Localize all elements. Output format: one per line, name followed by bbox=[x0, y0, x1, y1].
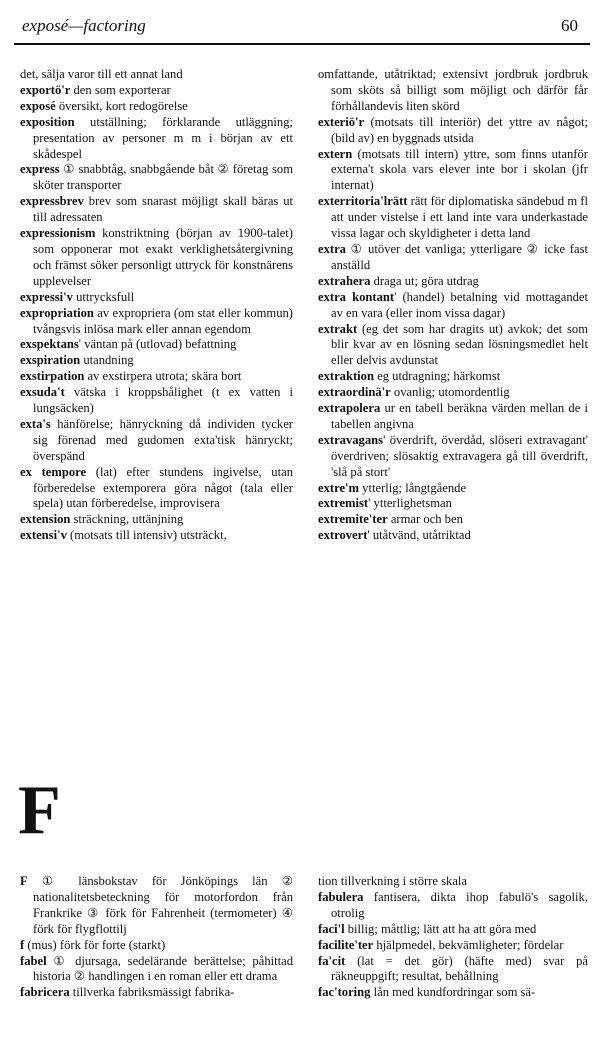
definition: utandning bbox=[80, 353, 134, 368]
headword: extra kontant bbox=[318, 289, 395, 304]
headword: extraktion bbox=[318, 369, 374, 384]
dictionary-entry bbox=[20, 194, 293, 226]
dictionary-entry bbox=[20, 985, 293, 1001]
headword: extra bbox=[318, 241, 346, 256]
dictionary-entry bbox=[20, 99, 293, 115]
dictionary-entry bbox=[20, 83, 293, 99]
dictionary-entry bbox=[318, 874, 588, 890]
dictionary-entry bbox=[318, 922, 588, 938]
definition: sträckning, uttänjning bbox=[70, 512, 184, 527]
definition: brev som snarast möjligt skall bäras ut till adressaten bbox=[33, 194, 293, 225]
headword: extremite'ter bbox=[318, 512, 388, 527]
running-title: exposé—factoring bbox=[22, 16, 146, 35]
dictionary-entry bbox=[318, 322, 588, 370]
headword: extern bbox=[318, 146, 353, 161]
headword: exspiration bbox=[20, 353, 81, 368]
dictionary-entry bbox=[20, 337, 293, 353]
headword: extremist bbox=[318, 496, 369, 511]
headword: exta's bbox=[20, 416, 51, 431]
headword: fabulera bbox=[318, 889, 364, 904]
page-header bbox=[22, 16, 578, 42]
definition: (eg det som har dragits ut) avkok; det som blir kvar av en lösning sedan lösningsmedlet helt eller delvis avdunstat bbox=[331, 321, 588, 368]
definition: vätska i kroppshålighet (t ex vatten i lungsäcken) bbox=[33, 385, 293, 416]
definition: av expropriera (om stat eller kommun) tvångsvis inlösa mark eller annan egendom bbox=[33, 305, 293, 336]
headword: express bbox=[20, 162, 60, 177]
dictionary-entry bbox=[20, 512, 293, 528]
definition: ovanlig; utomordentlig bbox=[390, 385, 510, 400]
dictionary-entry bbox=[20, 954, 293, 986]
definition: ' (handel) betalning vid mottagandet av en vara (eller inom vissa dagar) bbox=[331, 289, 589, 320]
definition: rätt för diplomatiska sändebud m fl att under vistelse i ett land inte vara underkastade vissa lagar och skyldigheter i detta land bbox=[331, 194, 588, 241]
dictionary-entry bbox=[318, 890, 588, 922]
headword: extrapolera bbox=[318, 401, 381, 416]
definition: tillverka fabriksmässigt fabrika- bbox=[69, 985, 235, 1000]
left-column bbox=[20, 67, 293, 544]
dictionary-entry bbox=[20, 353, 293, 369]
headword: extension bbox=[20, 512, 71, 527]
definition: ytterlig; långtgående bbox=[359, 480, 467, 495]
definition: ' ytterlighetsman bbox=[368, 496, 452, 511]
headword: extraordinä'r bbox=[318, 385, 391, 400]
definition: (motsats till intern) yttre, som finns utanför externa't skola vars elever inte bor i skolan (jfr internat) bbox=[331, 146, 588, 193]
dictionary-entry bbox=[318, 115, 588, 147]
dictionary-entry bbox=[20, 874, 293, 938]
headword: extrahera bbox=[318, 273, 371, 288]
definition: översikt, kort redogörelse bbox=[55, 98, 188, 113]
definition: eg utdragning; härkomst bbox=[373, 369, 501, 384]
definition: av exstirpera utrota; skära bort bbox=[84, 369, 242, 384]
headword: f bbox=[20, 937, 25, 952]
headword: extrovert bbox=[318, 528, 368, 543]
headword: fa'cit bbox=[318, 953, 346, 968]
definition: draga ut; göra utdrag bbox=[370, 273, 479, 288]
headword: ex tempore bbox=[20, 464, 87, 479]
headword: facilite'ter bbox=[318, 937, 374, 952]
headword: exposé bbox=[20, 98, 56, 113]
definition: uttrycksfull bbox=[72, 289, 135, 304]
dictionary-entry bbox=[20, 369, 293, 385]
headword: expressionism bbox=[20, 226, 96, 241]
dictionary-entry bbox=[20, 938, 293, 954]
definition: (motsats till interiör) det yttre av något; (bild av) en byggnads utsida bbox=[331, 114, 588, 145]
dictionary-entry bbox=[20, 162, 293, 194]
headword: exteriö'r bbox=[318, 114, 365, 129]
definition: billig; måttlig; lätt att ha att göra med bbox=[344, 921, 537, 936]
definition: ① länsbokstav för Jönköpings län ② nationalitetsbeteckning för motorfordon från Frankrike ③ förk för Fahrenheit (termometer) ④ förk för flygflottilj bbox=[27, 874, 293, 936]
f-left-column bbox=[20, 874, 293, 1001]
headword: exspektans bbox=[20, 337, 79, 352]
dictionary-entry bbox=[20, 306, 293, 338]
dictionary-entry bbox=[318, 938, 588, 954]
dictionary-entry bbox=[318, 496, 588, 512]
dictionary-entry bbox=[20, 67, 293, 83]
definition: ' väntan på (utlovad) befattning bbox=[78, 337, 237, 352]
dictionary-entry bbox=[318, 985, 588, 1001]
headword: expropriation bbox=[20, 305, 94, 320]
dictionary-entry bbox=[20, 115, 293, 163]
dictionary-entry bbox=[20, 528, 293, 544]
headword: extensi'v bbox=[20, 528, 67, 543]
dictionary-entry bbox=[20, 226, 293, 290]
definition: ① snabbtåg, snabbgående båt ② företag som sköter transporter bbox=[33, 162, 293, 193]
dictionary-entry bbox=[318, 242, 588, 274]
headword: F bbox=[20, 874, 28, 888]
definition: den som exporterar bbox=[70, 82, 171, 97]
headword: exstirpation bbox=[20, 369, 85, 384]
dictionary-entry bbox=[20, 465, 293, 513]
definition: tion tillverkning i större skala bbox=[318, 874, 467, 888]
dictionary-entry bbox=[318, 401, 588, 433]
definition: ① djursaga, sedelärande berättelse; påhittad historia ② handlingen i en roman eller ett drama bbox=[33, 953, 293, 984]
headword: expressi'v bbox=[20, 289, 73, 304]
definition: omfattande, utåtriktad; extensivt jordbruk jordbruk som sköts så billigt som möjligt och därför får förhållandevis liten skörd bbox=[318, 67, 588, 113]
dictionary-entry bbox=[318, 512, 588, 528]
headword: fabricera bbox=[20, 985, 70, 1000]
definition: lån med kundfordringar som sä- bbox=[370, 985, 536, 1000]
dictionary-entry bbox=[318, 369, 588, 385]
definition: (motsats till intensiv) utsträckt, bbox=[66, 528, 227, 543]
headword: expressbrev bbox=[20, 194, 84, 209]
dictionary-entry bbox=[318, 385, 588, 401]
dictionary-entry bbox=[318, 147, 588, 195]
right-column bbox=[318, 67, 588, 544]
dictionary-entry bbox=[20, 417, 293, 465]
definition: ' överdrift, överdåd, slöseri extravagant' överdriven; slösaktig extravagera gå till överdrift, 'slå på stort' bbox=[331, 432, 588, 479]
dictionary-entry bbox=[318, 433, 588, 481]
headword: faci'l bbox=[318, 921, 345, 936]
dictionary-entry bbox=[318, 67, 588, 115]
dictionary-entry bbox=[318, 290, 588, 322]
headword: exportö'r bbox=[20, 82, 71, 97]
dictionary-entry bbox=[20, 385, 293, 417]
dictionary-entry bbox=[20, 290, 293, 306]
definition: utställning; förklarande utläggning; presentation av personer m m i början av ett skådespel bbox=[33, 114, 293, 161]
headword: extravagans bbox=[318, 432, 384, 447]
definition: (mus) förk för forte (starkt) bbox=[24, 937, 166, 952]
definition: (lat = det gör) (häfte med) svar på räkneuppgift; resultat, behållning bbox=[331, 953, 588, 984]
dictionary-entry bbox=[318, 194, 588, 242]
definition: ① utöver det vanliga; ytterligare ② icke fast anställd bbox=[331, 241, 588, 272]
headword: exposition bbox=[20, 114, 75, 129]
headword: fac'toring bbox=[318, 985, 371, 1000]
definition: fantisera, dikta ihop fabulö's sagolik, otrolig bbox=[331, 889, 588, 920]
headword: fabel bbox=[20, 953, 47, 968]
definition: hänförelse; hänryckning då individen tycker sig förenad med gudomen exta'tisk hänryckt; överspänd bbox=[33, 416, 293, 463]
headword: extre'm bbox=[318, 480, 360, 495]
dictionary-entry bbox=[318, 481, 588, 497]
dictionary-entry bbox=[318, 954, 588, 986]
page-number: 60 bbox=[561, 16, 578, 35]
headword: exsuda't bbox=[20, 385, 65, 400]
definition: ur en tabell beräkna värden mellan de i tabellen angivna bbox=[331, 401, 588, 431]
headword: exterritoria'lrätt bbox=[318, 194, 408, 209]
definition: konstriktning (början av 1900-talet) som opponerar mot exakt verklighetsåtergivning och främst söker personligt uttryck för konstnärens upplevelser bbox=[33, 226, 293, 288]
dictionary-entry bbox=[318, 528, 588, 544]
definition: armar och ben bbox=[387, 512, 463, 527]
definition: det, sälja varor till ett annat land bbox=[20, 67, 183, 81]
header-rule bbox=[14, 43, 590, 45]
headword: extrakt bbox=[318, 321, 358, 336]
dictionary-entry bbox=[318, 274, 588, 290]
section-letter: F bbox=[18, 772, 61, 849]
definition: (lat) efter stundens ingivelse, utan förberedelse extemporera göra något (tala eller spela) utan förberedelse, improvisera bbox=[33, 464, 293, 511]
definition: hjälpmedel, bekvämligheter; fördelar bbox=[373, 937, 564, 952]
definition: ' utåtvänd, utåtriktad bbox=[367, 528, 471, 543]
f-right-column bbox=[318, 874, 588, 1001]
